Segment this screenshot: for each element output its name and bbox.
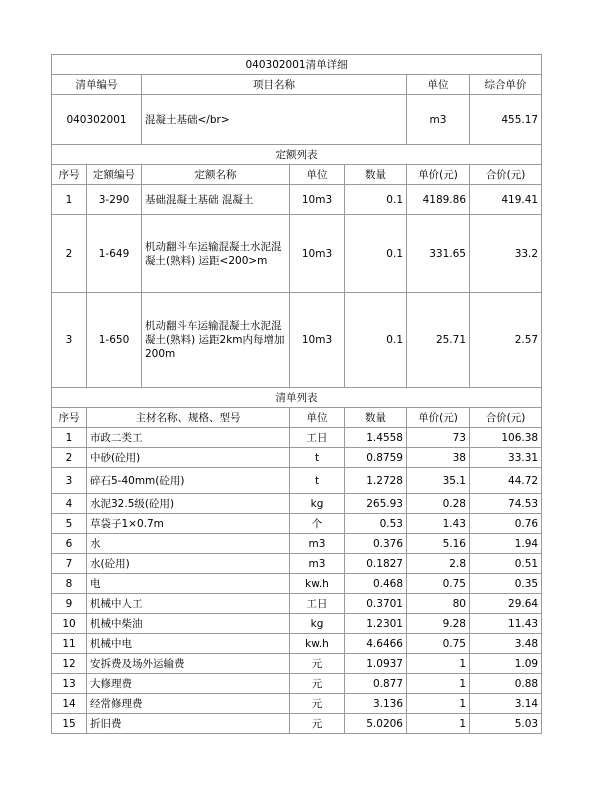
material-name: 大修理费 <box>87 674 290 694</box>
material-row <box>52 494 542 514</box>
material-row <box>52 428 542 448</box>
material-name: 中砂(砼用) <box>87 448 290 468</box>
material-unit: t <box>290 468 345 494</box>
material-name: 碎石5-40mm(砼用) <box>87 468 290 494</box>
material-total: 33.31 <box>470 448 542 468</box>
quota-row <box>52 293 542 388</box>
material-no: 12 <box>52 654 87 674</box>
quota-col-name: 定额名称 <box>142 165 290 185</box>
material-row <box>52 574 542 594</box>
materials-col-name: 主材名称、规格、型号 <box>87 408 290 428</box>
material-name: 机械中柴油 <box>87 614 290 634</box>
material-row <box>52 614 542 634</box>
quota-name: 机动翻斗车运输混凝土水泥混凝土(熟料) 运距2km内每增加200m <box>142 293 290 388</box>
material-row <box>52 594 542 614</box>
quota-qty: 0.1 <box>345 215 407 293</box>
material-row <box>52 674 542 694</box>
material-no: 10 <box>52 614 87 634</box>
quota-code: 1-649 <box>87 215 142 293</box>
quota-col-unit: 单位 <box>290 165 345 185</box>
materials-header-row <box>52 408 542 428</box>
material-name: 折旧费 <box>87 714 290 734</box>
material-no: 5 <box>52 514 87 534</box>
material-name: 安拆费及场外运输费 <box>87 654 290 674</box>
material-price: 80 <box>407 594 470 614</box>
quota-name: 机动翻斗车运输混凝土水泥混凝土(熟料) 运距<200>m <box>142 215 290 293</box>
material-unit: 工日 <box>290 428 345 448</box>
quota-name: 基础混凝土基础 混凝土 <box>142 185 290 215</box>
material-price: 1 <box>407 674 470 694</box>
material-row <box>52 514 542 534</box>
material-row <box>52 448 542 468</box>
material-price: 1 <box>407 714 470 734</box>
material-no: 1 <box>52 428 87 448</box>
material-name: 水 <box>87 534 290 554</box>
quota-total: 419.41 <box>470 185 542 215</box>
material-total: 3.48 <box>470 634 542 654</box>
materials-col-unit: 单位 <box>290 408 345 428</box>
material-price: 35.1 <box>407 468 470 494</box>
material-total: 1.09 <box>470 654 542 674</box>
quota-col-code: 定额编号 <box>87 165 142 185</box>
quota-unit: 10m3 <box>290 185 345 215</box>
material-qty: 0.8759 <box>345 448 407 468</box>
material-price: 9.28 <box>407 614 470 634</box>
quota-unit: 10m3 <box>290 215 345 293</box>
material-total: 74.53 <box>470 494 542 514</box>
material-name: 草袋子1×0.7m <box>87 514 290 534</box>
material-no: 11 <box>52 634 87 654</box>
material-total: 3.14 <box>470 694 542 714</box>
material-qty: 3.136 <box>345 694 407 714</box>
quota-col-price: 单价(元) <box>407 165 470 185</box>
material-total: 0.88 <box>470 674 542 694</box>
material-name: 市政二类工 <box>87 428 290 448</box>
material-price: 0.28 <box>407 494 470 514</box>
project-name: 混凝土基础</br> <box>142 95 407 145</box>
materials-col-qty: 数量 <box>345 408 407 428</box>
material-qty: 4.6466 <box>345 634 407 654</box>
quota-price: 25.71 <box>407 293 470 388</box>
material-row <box>52 534 542 554</box>
material-price: 2.8 <box>407 554 470 574</box>
material-price: 1 <box>407 694 470 714</box>
material-no: 14 <box>52 694 87 714</box>
quota-total: 2.57 <box>470 293 542 388</box>
material-price: 1.43 <box>407 514 470 534</box>
material-total: 0.76 <box>470 514 542 534</box>
quota-section-title: 定额列表 <box>52 145 542 165</box>
quota-row <box>52 215 542 293</box>
material-row <box>52 714 542 734</box>
material-no: 4 <box>52 494 87 514</box>
material-total: 1.94 <box>470 534 542 554</box>
unit-price: 455.17 <box>470 95 542 145</box>
material-row <box>52 694 542 714</box>
material-unit: kg <box>290 614 345 634</box>
quota-price: 331.65 <box>407 215 470 293</box>
material-unit: m3 <box>290 554 345 574</box>
material-row <box>52 468 542 494</box>
material-price: 38 <box>407 448 470 468</box>
material-qty: 1.2728 <box>345 468 407 494</box>
material-qty: 0.376 <box>345 534 407 554</box>
material-unit: 工日 <box>290 594 345 614</box>
material-qty: 0.1827 <box>345 554 407 574</box>
material-total: 0.35 <box>470 574 542 594</box>
quota-row <box>52 185 542 215</box>
material-name: 电 <box>87 574 290 594</box>
material-name: 水(砼用) <box>87 554 290 574</box>
materials-section-row <box>52 388 542 408</box>
material-unit: kg <box>290 494 345 514</box>
material-qty: 0.53 <box>345 514 407 534</box>
material-price: 0.75 <box>407 574 470 594</box>
quota-code: 1-650 <box>87 293 142 388</box>
materials-section-title: 清单列表 <box>52 388 542 408</box>
quota-qty: 0.1 <box>345 293 407 388</box>
material-no: 6 <box>52 534 87 554</box>
material-no: 8 <box>52 574 87 594</box>
quota-col-no: 序号 <box>52 165 87 185</box>
materials-col-total: 合价(元) <box>470 408 542 428</box>
name-label: 项目名称 <box>142 75 407 95</box>
materials-col-no: 序号 <box>52 408 87 428</box>
material-price: 73 <box>407 428 470 448</box>
quota-code: 3-290 <box>87 185 142 215</box>
quota-qty: 0.1 <box>345 185 407 215</box>
material-row <box>52 554 542 574</box>
material-unit: 元 <box>290 654 345 674</box>
materials-col-price: 单价(元) <box>407 408 470 428</box>
material-total: 106.38 <box>470 428 542 448</box>
quota-no: 2 <box>52 215 87 293</box>
material-price: 1 <box>407 654 470 674</box>
material-qty: 0.468 <box>345 574 407 594</box>
material-qty: 1.2301 <box>345 614 407 634</box>
material-qty: 1.4558 <box>345 428 407 448</box>
bill-code: 040302001 <box>52 95 142 145</box>
quota-col-total: 合价(元) <box>470 165 542 185</box>
quota-header-row <box>52 165 542 185</box>
bill-unit: m3 <box>407 95 470 145</box>
quota-no: 1 <box>52 185 87 215</box>
material-total: 44.72 <box>470 468 542 494</box>
material-no: 15 <box>52 714 87 734</box>
quota-total: 33.2 <box>470 215 542 293</box>
material-qty: 265.93 <box>345 494 407 514</box>
price-label: 综合单价 <box>470 75 542 95</box>
code-label: 清单编号 <box>52 75 142 95</box>
material-unit: m3 <box>290 534 345 554</box>
material-name: 经常修理费 <box>87 694 290 714</box>
material-unit: t <box>290 448 345 468</box>
material-total: 11.43 <box>470 614 542 634</box>
material-name: 机械中人工 <box>87 594 290 614</box>
unit-label: 单位 <box>407 75 470 95</box>
material-total: 5.03 <box>470 714 542 734</box>
material-no: 13 <box>52 674 87 694</box>
material-no: 9 <box>52 594 87 614</box>
material-row <box>52 654 542 674</box>
bill-detail-table <box>51 54 542 734</box>
header-label-row <box>52 75 542 95</box>
material-qty: 0.3701 <box>345 594 407 614</box>
material-no: 3 <box>52 468 87 494</box>
quota-section-row <box>52 145 542 165</box>
material-unit: 元 <box>290 674 345 694</box>
material-total: 0.51 <box>470 554 542 574</box>
material-unit: 元 <box>290 714 345 734</box>
material-unit: 元 <box>290 694 345 714</box>
material-unit: kw.h <box>290 634 345 654</box>
quota-unit: 10m3 <box>290 293 345 388</box>
material-qty: 1.0937 <box>345 654 407 674</box>
material-qty: 0.877 <box>345 674 407 694</box>
header-value-row <box>52 95 542 145</box>
material-no: 7 <box>52 554 87 574</box>
material-total: 29.64 <box>470 594 542 614</box>
material-price: 5.16 <box>407 534 470 554</box>
quota-col-qty: 数量 <box>345 165 407 185</box>
material-price: 0.75 <box>407 634 470 654</box>
table-title: 040302001清单详细 <box>52 55 542 75</box>
material-row <box>52 634 542 654</box>
material-unit: kw.h <box>290 574 345 594</box>
quota-price: 4189.86 <box>407 185 470 215</box>
title-row <box>52 55 542 75</box>
material-qty: 5.0206 <box>345 714 407 734</box>
materials-body <box>52 428 542 734</box>
material-no: 2 <box>52 448 87 468</box>
material-name: 水泥32.5级(砼用) <box>87 494 290 514</box>
quota-no: 3 <box>52 293 87 388</box>
material-name: 机械中电 <box>87 634 290 654</box>
material-unit: 个 <box>290 514 345 534</box>
